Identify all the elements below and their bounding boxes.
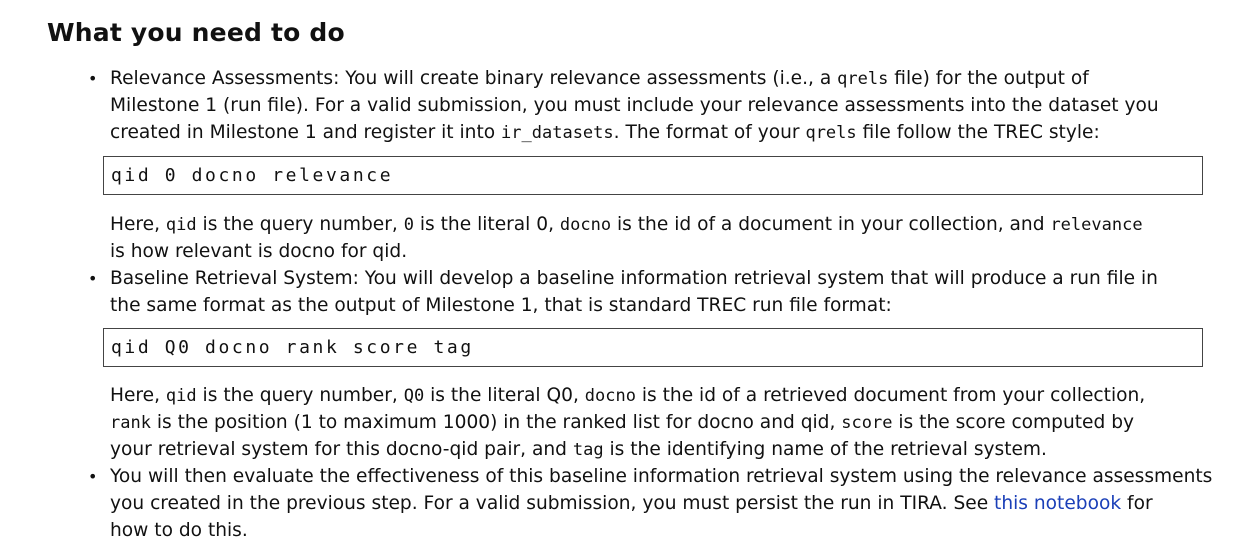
item-relevance-assessments (110, 65, 1220, 146)
text-line (110, 292, 1220, 319)
text-segment: for (1121, 493, 1153, 514)
text-segment: You will then evaluate the effectiveness of this baseline information retrieval system using the relevance assessments (110, 466, 1213, 487)
section-heading: What you need to do (47, 18, 345, 47)
notebook-link[interactable]: this notebook (994, 493, 1122, 514)
text-segment: file follow the TREC style: (856, 122, 1100, 143)
item-evaluate-effectiveness (110, 463, 1220, 544)
run-format-code-block: qid Q0 docno rank score tag (103, 328, 1203, 367)
inline-code: qrels (837, 69, 889, 89)
text-line (110, 490, 1220, 517)
inline-code: relevance (1050, 215, 1143, 235)
text-segment: the same format as the output of Milestone 1, that is standard TREC run file format: (110, 295, 892, 316)
text-segment: Here, (110, 214, 166, 235)
bullet-marker: • (88, 69, 98, 88)
text-segment: created in Milestone 1 and register it into (110, 122, 502, 143)
text-segment: your retrieval system for this docno-qid pair, and (110, 439, 573, 460)
text-segment: is the id of a retrieved document from your collection, (635, 385, 1146, 406)
text-segment: how to do this. (110, 520, 248, 541)
inline-code: qrels (805, 123, 857, 143)
text-line (110, 211, 1220, 238)
bullet-marker: • (88, 467, 98, 486)
text-line (110, 463, 1220, 490)
run-format-explanation (110, 382, 1220, 463)
inline-code: qid (165, 215, 197, 235)
text-segment: Baseline Retrieval System: You will develop a baseline information retrieval system that will produce a run file in (110, 268, 1158, 289)
text-segment: is the literal Q0, (424, 385, 585, 406)
text-segment: is how relevant is docno for qid. (110, 241, 408, 262)
text-segment: Here, (110, 385, 166, 406)
text-segment: is the id of a document in your collection, and (611, 214, 1051, 235)
text-segment: is the score computed by (892, 412, 1135, 433)
inline-code: rank (110, 413, 151, 433)
text-line (110, 238, 1220, 265)
text-line (110, 65, 1220, 92)
text-line (110, 92, 1220, 119)
inline-code: Q0 (403, 386, 425, 406)
qrels-format-explanation (110, 211, 1220, 265)
text-line (110, 409, 1220, 436)
inline-code: 0 (403, 215, 414, 235)
text-segment: is the identifying name of the retrieval system. (603, 439, 1047, 460)
inline-code: qid (165, 386, 197, 406)
text-segment: you created in the previous step. For a valid submission, you must persist the run in TIRA. See (110, 493, 995, 514)
inline-code: score (841, 413, 893, 433)
text-line (110, 119, 1220, 146)
text-segment: is the literal 0, (413, 214, 560, 235)
text-segment: is the position (1 to maximum 1000) in the ranked list for docno and qid, (150, 412, 842, 433)
text-segment: Relevance Assessments: You will create binary relevance assessments (i.e., a (110, 68, 838, 89)
inline-code: ir_datasets (501, 123, 614, 143)
text-line (110, 436, 1220, 463)
bullet-marker: • (88, 269, 98, 288)
inline-code: tag (572, 440, 604, 460)
text-segment: file) for the output of (888, 68, 1089, 89)
text-segment: is the query number, (196, 214, 404, 235)
item-baseline-retrieval-system (110, 265, 1220, 319)
text-segment: is the query number, (196, 385, 404, 406)
inline-code: docno (584, 386, 636, 406)
qrels-format-code-block: qid 0 docno relevance (103, 156, 1203, 195)
text-line (110, 517, 1220, 544)
text-line (110, 382, 1220, 409)
text-segment: Milestone 1 (run file). For a valid submission, you must include your relevance assessments into the dataset you (110, 95, 1159, 116)
inline-code: docno (559, 215, 612, 235)
text-segment: . The format of your (613, 122, 806, 143)
text-line (110, 265, 1220, 292)
